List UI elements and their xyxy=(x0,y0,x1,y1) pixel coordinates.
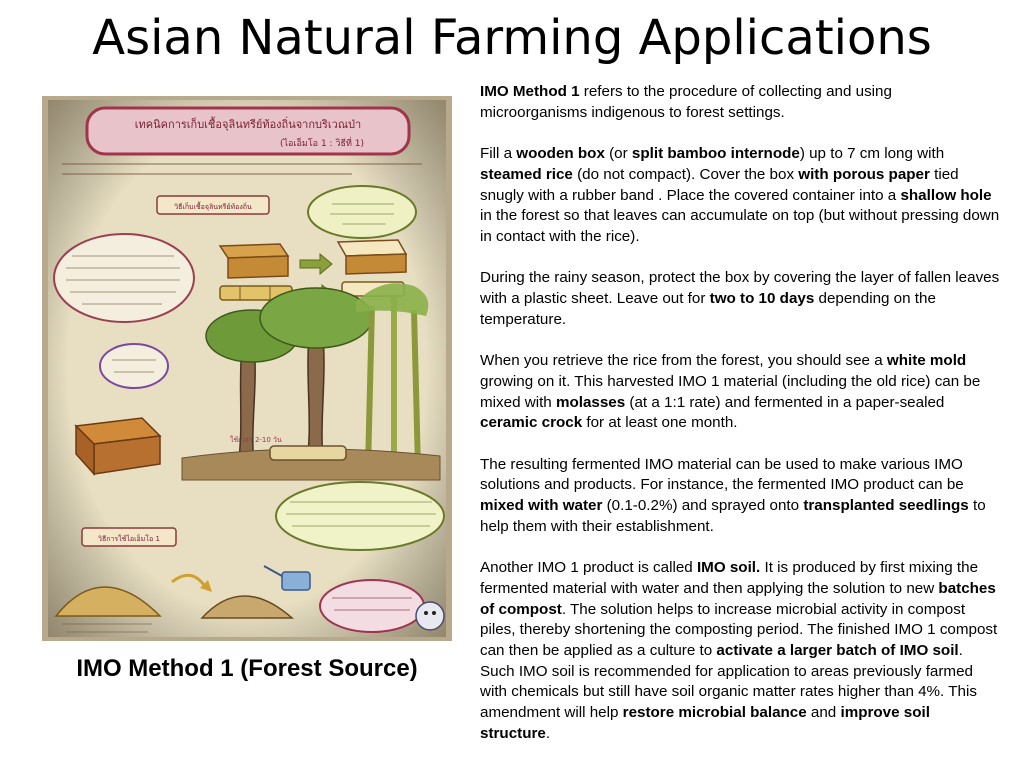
bold-term: transplanted seedlings xyxy=(803,497,969,514)
bold-term: IMO soil. xyxy=(696,559,761,577)
poster-header-line1: เทคนิคการเก็บเชื้อจุลินทรีย์ท้องถิ่นจากบริเวณป่า xyxy=(134,118,362,131)
text-run: (0.1-0.2%) and sprayed onto xyxy=(602,497,804,514)
bold-term: two to 10 days xyxy=(709,290,815,307)
text-run: It is produced by first mixing the fermented material with water and then applying the solution to new xyxy=(480,559,979,597)
text-run: . xyxy=(545,724,551,742)
paragraph xyxy=(480,82,1000,123)
bold-term: split bamboo internode xyxy=(631,145,800,163)
text-run: . The solution helps to increase microbial activity in compost piles, thereby shortening the composting period. The finished IMO 1 compost can then be applied as a culture to xyxy=(480,600,998,659)
bold-term: molasses xyxy=(555,393,626,411)
text-run: and xyxy=(806,704,841,722)
poster-header-line2: (ไอเอ็มโอ 1 : วิธีที่ 1) xyxy=(279,139,365,149)
text-run: in the forest so that leaves can accumulate on top (but without pressing down in contact with the rice). xyxy=(480,207,1000,245)
paragraph xyxy=(480,268,1000,330)
paragraph xyxy=(480,351,1000,434)
poster-subheader: วิธีเก็บเชื้อจุลินทรีย์ท้องถิ่น xyxy=(174,203,252,211)
paragraph xyxy=(480,144,1000,248)
description-text xyxy=(480,82,1000,744)
text-run: During the rainy season, protect the box by covering the layer of fallen leaves with a plastic sheet. Leave out for xyxy=(480,269,1000,307)
bold-term: shallow hole xyxy=(900,186,992,204)
text-run: . Such IMO soil is recommended for application to areas previously farmed with chemicals but still have soil organic matter rates higher than 4%. This amendment will help xyxy=(480,641,977,722)
bold-term: batches of compost xyxy=(480,579,996,618)
text-run: The resulting fermented IMO material can be used to make various IMO solutions and products. For instance, the fermented IMO product can be xyxy=(480,455,964,494)
bold-term: white mold xyxy=(886,352,967,370)
text-run: growing on it. This harvested IMO 1 material (including the old rice) can be mixed with xyxy=(480,372,981,411)
text-run: (or xyxy=(604,145,632,163)
text-run: for at least one month. xyxy=(582,414,738,432)
text-run: tied snugly with a rubber band . Place the covered container into a xyxy=(480,165,959,204)
paragraph xyxy=(480,558,1000,744)
bold-term: steamed rice xyxy=(480,165,573,183)
text-run: When you retrieve the rice from the forest, you should see a xyxy=(480,352,887,370)
text-run: (do not compact). Cover the box xyxy=(572,165,799,183)
text-run: to help them with their establishment. xyxy=(480,497,986,535)
text-run: ) up to 7 cm long with xyxy=(799,145,945,163)
bold-term: improve soil structure xyxy=(480,704,930,742)
bold-term: activate a larger batch of IMO soil xyxy=(716,641,959,659)
bold-term: IMO Method 1 xyxy=(480,83,580,100)
poster-section-use: วิธีการใช้ไอเอ็มโอ 1 xyxy=(98,535,160,543)
bold-term: wooden box xyxy=(516,145,605,163)
bold-term: ceramic crock xyxy=(480,414,583,432)
poster-days-label: ใช้เวลา 2-10 วัน xyxy=(230,436,282,444)
text-run: depending on the temperature. xyxy=(480,290,936,328)
text-run: Another IMO 1 product is called xyxy=(480,559,697,577)
text-run: refers to the procedure of collecting and using microorganisms indigenous to forest settings. xyxy=(480,83,892,121)
paragraph xyxy=(480,455,1000,538)
bold-term: restore microbial balance xyxy=(622,704,807,722)
poster-photo xyxy=(42,96,452,641)
slide-title: Asian Natural Farming Applications xyxy=(92,10,932,66)
text-run: (at a 1:1 rate) and fermented in a paper-sealed xyxy=(625,393,945,411)
photo-caption: IMO Method 1 (Forest Source) xyxy=(76,655,418,682)
bold-term: with porous paper xyxy=(798,165,930,183)
text-run: Fill a xyxy=(480,145,517,163)
bold-term: mixed with water xyxy=(480,497,603,514)
